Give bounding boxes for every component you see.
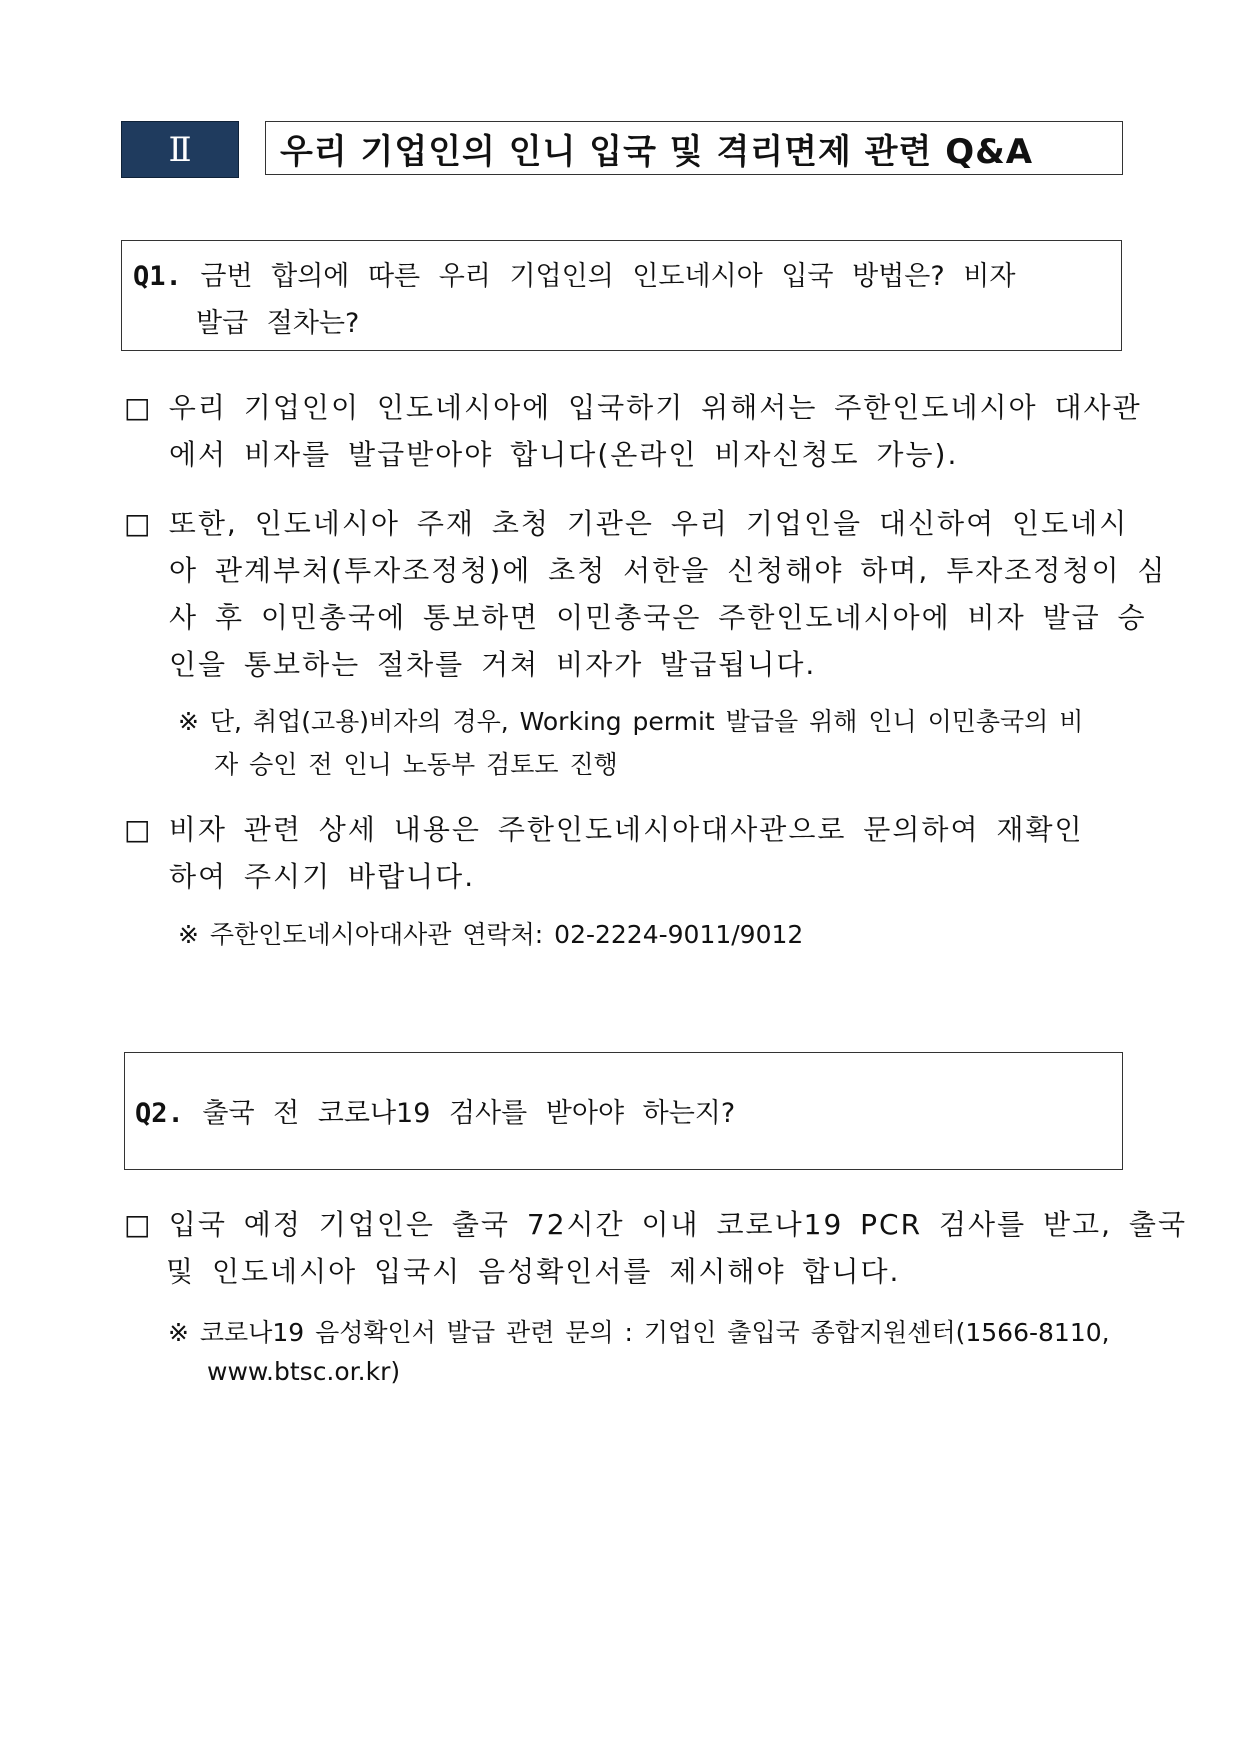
q1-note-1-line-1: ※ 단, 취업(고용)비자의 경우, Working permit 발급을 위해 인니 이민총국의 비: [178, 707, 1084, 736]
q2-question-box: [124, 1052, 1123, 1170]
q2-note-line-2: www.btsc.or.kr): [207, 1357, 401, 1386]
checkbox-bullet-icon: □: [124, 813, 153, 846]
q2-answer-1-line-1: [124, 1203, 1187, 1243]
q2-line-1: [135, 1091, 735, 1130]
answer-text: 또한, 인도네시아 주재 초청 기관은 우리 기업인을 대신하여 인도네시: [168, 507, 1129, 540]
q1-text-line-1: 금번 합의에 따른 우리 기업인의 인도네시아 입국 방법은? 비자: [200, 261, 1016, 292]
q1-answer-3-line-2: 하여 주시기 바랍니다.: [169, 860, 476, 893]
q1-answer-3-line-1: [124, 808, 1084, 848]
q1-answer-2-line-1: [124, 502, 1128, 542]
q1-note-2: ※ 주한인도네시아대사관 연락처: 02-2224-9011/9012: [178, 920, 804, 949]
q2-number: Q2.: [135, 1098, 184, 1129]
q2-note-line-1: ※ 코로나19 음성확인서 발급 관련 문의 : 기업인 출입국 종합지원센터(1566-8110,: [168, 1318, 1110, 1347]
section-title: 우리 기업인의 인니 입국 및 격리면제 관련 Q&A: [280, 131, 1034, 172]
q2-text-line-1: 출국 전 코로나19 검사를 받아야 하는지?: [202, 1098, 736, 1129]
section-numeral-badge: [121, 121, 239, 178]
section-title-box: [265, 121, 1123, 175]
q1-text-line-2: 발급 절차는?: [196, 308, 360, 339]
answer-text: 우리 기업인이 인도네시아에 입국하기 위해서는 주한인도네시아 대사관: [168, 391, 1142, 424]
answer-text: 입국 예정 기업인은 출국 72시간 이내 코로나19 PCR 검사를 받고, 출국: [168, 1208, 1188, 1241]
q1-note-1-line-2: 자 승인 전 인니 노동부 검토도 진행: [214, 750, 618, 779]
q1-number: Q1.: [133, 261, 182, 292]
q1-answer-1-line-2: 에서 비자를 발급받아야 합니다(온라인 비자신청도 가능).: [169, 438, 959, 471]
checkbox-bullet-icon: □: [124, 507, 153, 540]
q1-answer-1-line-1: [124, 386, 1142, 426]
checkbox-bullet-icon: □: [124, 1208, 153, 1241]
q1-answer-2-line-3: 사 후 이민총국에 통보하면 이민총국은 주한인도네시아에 비자 발급 승: [169, 601, 1147, 634]
q1-question-box: [121, 240, 1122, 351]
checkbox-bullet-icon: □: [124, 391, 153, 424]
q2-answer-1-line-2: 및 인도네시아 입국시 음성확인서를 제시해야 합니다.: [166, 1255, 901, 1288]
q1-answer-2-line-4: 인을 통보하는 절차를 거쳐 비자가 발급됩니다.: [169, 648, 817, 681]
q1-answer-2-line-2: 아 관계부처(투자조정청)에 초청 서한을 신청해야 하며, 투자조정청이 심: [169, 554, 1167, 587]
answer-text: 비자 관련 상세 내용은 주한인도네시아대사관으로 문의하여 재확인: [168, 813, 1084, 846]
q1-line-2: [196, 301, 359, 340]
q1-line-1: [133, 254, 1015, 293]
section-numeral: Ⅱ: [168, 129, 192, 170]
